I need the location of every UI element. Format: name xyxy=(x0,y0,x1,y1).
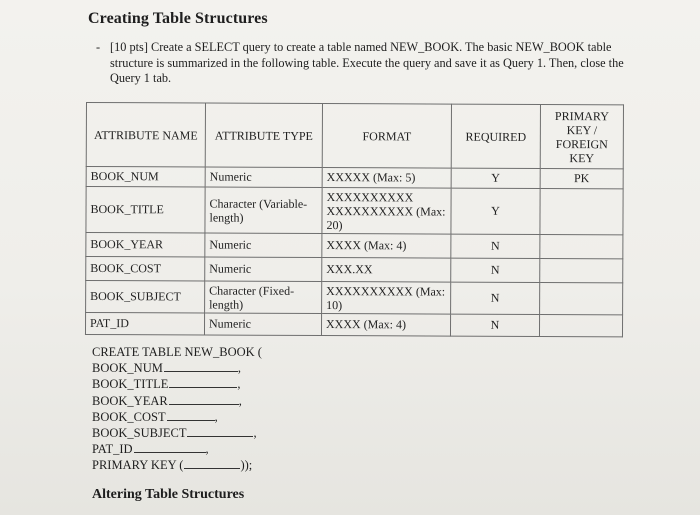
sql-blank xyxy=(134,441,206,453)
cell-attribute-type: Numeric xyxy=(205,233,322,258)
cell-key xyxy=(540,258,623,282)
sql-field-label: PAT_ID xyxy=(92,442,133,457)
sql-field-line xyxy=(92,393,262,409)
sql-field-label: BOOK_YEAR xyxy=(92,393,168,408)
header-format: FORMAT xyxy=(322,104,451,169)
instruction-text: [10 pts] Create a SELECT query to create a table named NEW_BOOK. The basic NEW_BOOK table structure is summarized in the following table. Execute the query and save it as Query 1. Then, close the Query 1 tab. xyxy=(110,40,624,85)
cell-required: N xyxy=(451,258,540,282)
sql-blank xyxy=(169,376,237,388)
cell-attribute-type: Character (Variable-length) xyxy=(205,187,322,234)
sql-blank xyxy=(164,360,238,372)
table-row xyxy=(85,313,622,337)
sql-blank xyxy=(184,457,240,469)
sql-blank xyxy=(169,393,239,405)
header-key: PRIMARY KEY / FOREIGN KEY xyxy=(540,104,623,168)
sql-field-line xyxy=(92,360,262,376)
sql-field-suffix: , xyxy=(237,377,241,392)
sql-pk-suffix: )); xyxy=(240,458,253,473)
instruction-bullet: - xyxy=(96,40,101,54)
sql-field-line xyxy=(92,441,262,457)
cell-required: Y xyxy=(451,188,540,234)
section-title: Creating Table Structures xyxy=(88,10,268,27)
sql-field-label: BOOK_TITLE xyxy=(92,377,169,392)
header-required: REQUIRED xyxy=(451,104,540,168)
sql-blank xyxy=(167,409,215,421)
sql-field-line xyxy=(92,376,262,392)
cell-attribute-name: BOOK_TITLE xyxy=(86,187,205,234)
attribute-table xyxy=(85,102,624,337)
cell-key xyxy=(539,314,622,336)
cell-attribute-name: BOOK_SUBJECT xyxy=(86,281,205,314)
table-row xyxy=(86,233,623,259)
sql-primary-key-line xyxy=(92,457,262,473)
sql-field-label: BOOK_SUBJECT xyxy=(92,425,187,440)
header-attribute-type: ATTRIBUTE TYPE xyxy=(205,103,322,168)
instruction-paragraph xyxy=(96,40,656,87)
cell-key: PK xyxy=(540,168,623,188)
cell-attribute-name: BOOK_NUM xyxy=(86,167,205,188)
cell-format: XXXXXXXXXX (Max: 10) xyxy=(322,282,451,315)
table-row xyxy=(86,257,623,283)
cell-attribute-type: Numeric xyxy=(205,257,322,282)
cell-attribute-type: Numeric xyxy=(204,313,321,336)
sql-blank xyxy=(187,425,253,437)
sql-pk-label: PRIMARY KEY ( xyxy=(92,458,184,473)
sql-create-line: CREATE TABLE NEW_BOOK ( xyxy=(92,345,262,359)
sql-field-suffix: , xyxy=(253,425,257,440)
cell-format: XXXX (Max: 4) xyxy=(322,234,451,259)
cell-attribute-name: BOOK_COST xyxy=(86,257,205,282)
table-row xyxy=(86,187,623,235)
sql-template xyxy=(92,344,262,474)
sql-field-line xyxy=(92,425,262,441)
cell-format: XXX.XX xyxy=(322,258,451,283)
sql-field-label: BOOK_NUM xyxy=(92,361,163,376)
cell-format: XXXXXXXXXX XXXXXXXXXX (Max: 20) xyxy=(322,188,451,235)
sql-field-suffix: , xyxy=(238,393,242,408)
sql-field-suffix: , xyxy=(205,442,209,457)
cell-attribute-type: Numeric xyxy=(205,167,322,188)
cell-required: N xyxy=(451,234,540,258)
sql-field-suffix: , xyxy=(214,409,218,424)
cell-attribute-type: Character (Fixed-length) xyxy=(205,281,322,314)
cell-attribute-name: BOOK_YEAR xyxy=(86,233,205,258)
cell-key xyxy=(540,282,623,314)
cell-attribute-name: PAT_ID xyxy=(85,313,204,336)
sql-field-suffix: , xyxy=(237,361,241,376)
sql-field-label: BOOK_COST xyxy=(92,409,166,424)
cell-key xyxy=(540,188,623,234)
cell-required: Y xyxy=(451,168,540,188)
cell-format: XXXXX (Max: 5) xyxy=(322,168,451,189)
next-section-title: Altering Table Structures xyxy=(92,487,245,502)
header-attribute-name: ATTRIBUTE NAME xyxy=(86,103,205,168)
cell-required: N xyxy=(451,282,540,314)
table-row xyxy=(86,281,623,315)
table-header-row xyxy=(86,103,623,169)
table-row xyxy=(86,167,623,189)
cell-required: N xyxy=(450,314,539,336)
cell-format: XXXX (Max: 4) xyxy=(321,314,450,337)
cell-key xyxy=(540,234,623,258)
sql-field-line xyxy=(92,409,262,425)
